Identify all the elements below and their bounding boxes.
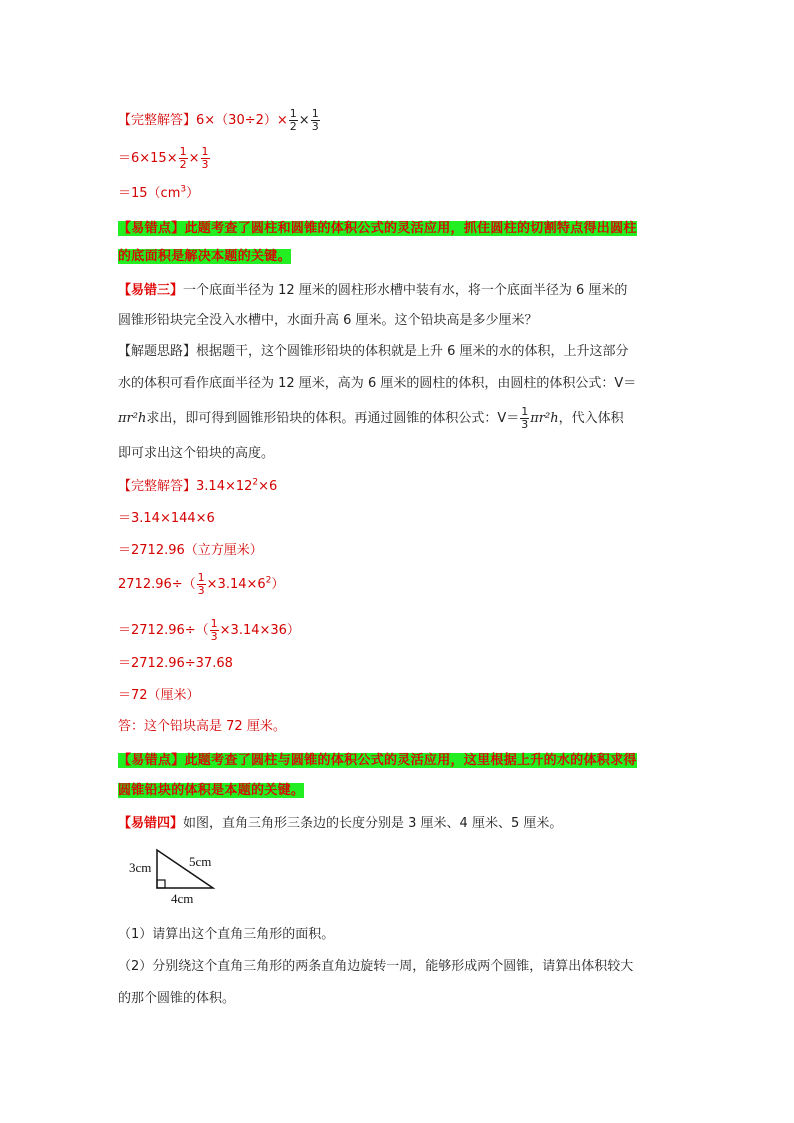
prev-answer-line3: $=15(cm^3)$ bbox=[118, 184, 200, 201]
fraction-half: $\frac{1}{2}$ bbox=[289, 107, 297, 133]
prev-answer-label: 【完整解答】 bbox=[118, 113, 197, 128]
prev-answer-line2: ＝6×15× $\frac{1}{2}$ × $\frac{1}{3}$ bbox=[118, 145, 209, 171]
label-3cm: 3cm bbox=[129, 860, 152, 875]
label-5cm: 5cm bbox=[189, 854, 212, 869]
idea-line3: πr²h求出，即可得到圆锥形铅块的体积。再通过圆锥的体积公式：V＝ $\frac{1}{3}$ πr²h，代入体积 bbox=[118, 405, 624, 431]
q3-answer-line7: ＝72（厘米） bbox=[118, 688, 200, 703]
fraction-third: $\frac{1}{3}$ bbox=[311, 107, 319, 133]
q3-answer-line1: 【完整解答】$3.14\times 12^2\times 6$ bbox=[118, 477, 278, 494]
prev-answer-expr: 6×（30÷2）× bbox=[196, 113, 288, 128]
q4-sub1: （1）请算出这个直角三角形的面积。 bbox=[118, 927, 335, 942]
q3-line1: 【易错三】一个底面半径为 12 厘米的圆柱形水槽中装有水，将一个底面半径为 6 厘米的 bbox=[118, 283, 628, 298]
q4-line1: 【易错四】如图，直角三角形三条边的长度分别是 3 厘米、4 厘米、5 厘米。 bbox=[118, 816, 563, 831]
q3-answer-line2: ＝3.14×144×6 bbox=[118, 511, 215, 526]
tip1-line2: 的底面积是解决本题的关键。 bbox=[118, 249, 291, 264]
fraction-third: $\frac{1}{3}$ bbox=[197, 571, 205, 597]
fraction-third: $\frac{1}{3}$ bbox=[521, 405, 529, 431]
right-angle-marker bbox=[157, 880, 165, 888]
q3-answer-line6: ＝2712.96÷37.68 bbox=[118, 656, 233, 671]
q3-line2: 圆锥形铅块完全没入水槽中，水面升高 6 厘米。这个铅块高是多少厘米？ bbox=[118, 313, 538, 328]
idea-line1: 【解题思路】根据题干，这个圆锥形铅块的体积就是上升 6 厘米的水的体积，上升这部分 bbox=[118, 344, 629, 359]
tip2-line2: 圆锥铅块的体积是本题的关键。 bbox=[118, 783, 305, 798]
idea-line2: 水的体积可看作底面半径为 12 厘米，高为 6 厘米的圆柱的体积，由圆柱的体积公式：V＝ bbox=[118, 376, 637, 391]
fraction-half: $\frac{1}{2}$ bbox=[179, 145, 187, 171]
q3-answer-line4: 2712.96÷（ $\frac{1}{3}$ $\times 3.14\times 6^2$） bbox=[118, 571, 285, 597]
idea-line4: 即可求出这个铅块的高度。 bbox=[118, 446, 275, 461]
tip1-line1: 【易错点】此题考查了圆柱和圆锥的体积公式的灵活应用，抓住圆柱的切割特点得出圆柱 bbox=[118, 221, 637, 236]
label-4cm: 4cm bbox=[171, 891, 194, 906]
q3-answer-line5: ＝2712.96÷（ $\frac{1}{3}$ ×3.14×36） bbox=[118, 617, 300, 643]
fraction-third: $\frac{1}{3}$ bbox=[210, 617, 218, 643]
tip2-line1: 【易错点】此题考查了圆柱与圆锥的体积公式的灵活应用，这里根据上升的水的体积求得 bbox=[118, 753, 637, 768]
q3-answer-line3: ＝2712.96（立方厘米） bbox=[118, 543, 263, 558]
q4-sub2-line2: 的那个圆锥的体积。 bbox=[118, 991, 236, 1006]
q3-answer-line8: 答：这个铅块高是 72 厘米。 bbox=[118, 719, 286, 734]
q4-sub2-line1: （2）分别绕这个直角三角形的两条直角边旋转一周，能够形成两个圆锥，请算出体积较大 bbox=[118, 959, 634, 974]
fraction-third: $\frac{1}{3}$ bbox=[201, 145, 209, 171]
prev-answer-line1: 【完整解答】6×（30÷2）× $\frac{1}{2}$ × $\frac{1}{3}$ bbox=[118, 107, 319, 133]
right-triangle-figure bbox=[125, 845, 235, 907]
